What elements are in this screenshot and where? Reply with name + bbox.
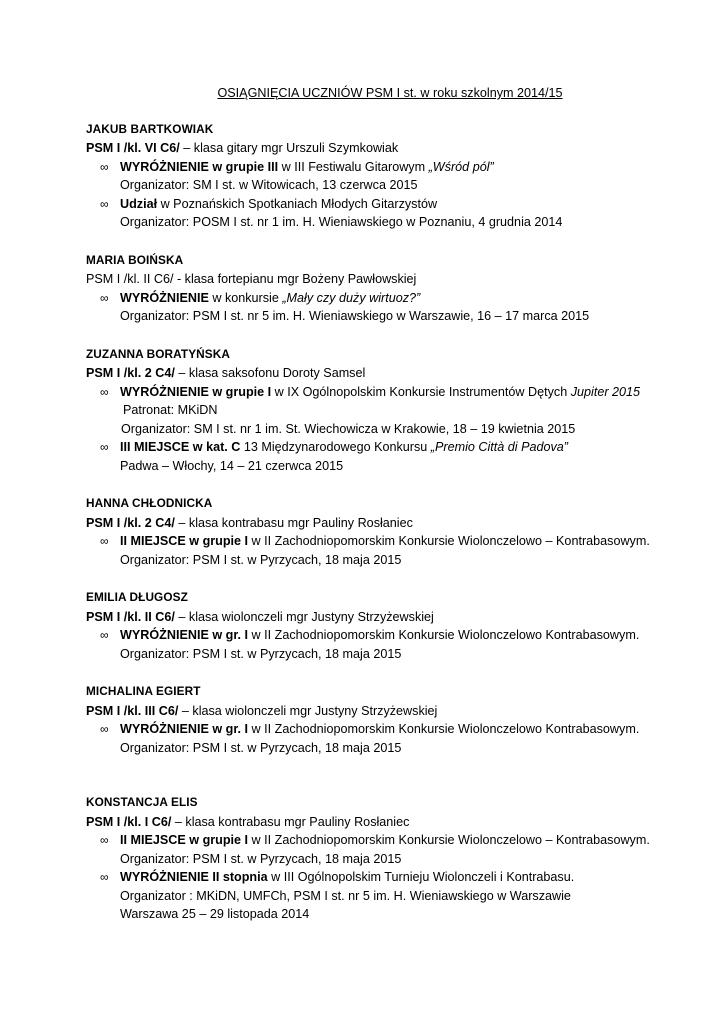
infinity-bullet-icon: ∞ [100, 196, 109, 211]
student-name: HANNA CHŁODNICKA [86, 496, 213, 510]
achievement-item [86, 831, 684, 850]
class-code: PSM I /kl. VI C6/ [86, 141, 180, 155]
infinity-bullet-icon: ∞ [100, 534, 109, 548]
organizer-line: Organizator: POSM I st. nr 1 im. H. Wieniawskiego w Poznaniu, 4 grudnia 2014 [120, 215, 563, 229]
achievement-event: w IX Ogólnopolskim Konkursie Instrumentów Dętych [271, 384, 571, 399]
class-info [86, 139, 684, 158]
student-name: MARIA BOIŃSKA [86, 252, 184, 267]
student-name: MICHALINA EGIERT [86, 684, 201, 698]
achievement-event: w II Zachodniopomorskim Konkursie Wiolonczelowo – Kontrabasowym. [248, 534, 650, 548]
achievement-item [86, 195, 684, 214]
achievement-award: II MIEJSCE w grupie I [120, 534, 249, 548]
infinity-bullet-icon: ∞ [100, 384, 109, 399]
achievement-event: w III Ogólnopolskim Turnieju Wiolonczeli i Kontrabasu. [267, 870, 575, 884]
class-code: PSM I /kl. III C6/ [86, 703, 179, 718]
class-teacher: PSM I /kl. II C6/ - klasa fortepianu mgr Bożeny Pawłowskiej [86, 272, 417, 286]
infinity-bullet-icon: ∞ [100, 722, 109, 736]
infinity-bullet-icon: ∞ [100, 833, 109, 847]
achievement-item [86, 868, 684, 887]
class-code: PSM I /kl. II C6/ [86, 609, 175, 624]
organizer-line: Warszawa 25 – 29 listopada 2014 [120, 907, 310, 921]
class-info [86, 608, 684, 627]
organizer-line: Patronat: MKiDN [123, 403, 218, 417]
achievement-item [86, 720, 684, 739]
class-teacher: – klasa wiolonczeli mgr Justyny Strzyżewskiej [174, 609, 434, 624]
achievement-event: w II Zachodniopomorskim Konkursie Wiolonczelowo Kontrabasowym. [248, 722, 640, 736]
organizer-line: Padwa – Włochy, 14 – 21 czerwca 2015 [120, 458, 344, 473]
achievement-item [86, 383, 684, 402]
student-entry [86, 120, 684, 232]
organizer-line: Organizator: SM I st. w Witowicach, 13 czerwca 2015 [120, 178, 418, 192]
student-entry [86, 251, 684, 326]
infinity-bullet-icon: ∞ [100, 159, 109, 174]
infinity-bullet-icon: ∞ [100, 290, 109, 305]
student-name: ZUZANNA BORATYŃSKA [86, 346, 231, 361]
achievement-award: III MIEJSCE w kat. C [120, 440, 241, 454]
event-title: Jupiter 2015 [570, 384, 641, 399]
achievement-event: w III Festiwalu Gitarowym [278, 159, 429, 174]
infinity-bullet-icon: ∞ [100, 870, 109, 884]
student-name: EMILIA DŁUGOSZ [86, 590, 188, 604]
class-info [86, 702, 684, 721]
event-title: „Wśród pól” [428, 159, 494, 174]
organizer-line: Organizator : MKiDN, UMFCh, PSM I st. nr 5 im. H. Wieniawskiego w Warszawie [120, 888, 571, 903]
infinity-bullet-icon: ∞ [100, 628, 109, 642]
organizer-line: Organizator: PSM I st. w Pyrzycach, 18 maja 2015 [120, 851, 402, 866]
achievement-award: WYRÓŻNIENIE II stopnia [120, 870, 268, 884]
class-teacher: – klasa saksofonu Doroty Samsel [174, 366, 366, 380]
achievement-item [86, 289, 684, 308]
achievement-item [86, 532, 684, 551]
class-info [86, 364, 684, 383]
class-code: PSM I /kl. I C6/ [86, 814, 172, 829]
student-name: JAKUB BARTKOWIAK [86, 121, 214, 136]
achievement-item [86, 438, 684, 457]
achievement-award: WYRÓŻNIENIE w grupie III [120, 159, 279, 174]
student-name: KONSTANCJA ELIS [86, 795, 198, 809]
achievement-award: WYRÓŻNIENIE w gr. I [120, 722, 249, 736]
class-code: PSM I /kl. 2 C4/ [86, 366, 175, 380]
achievement-event: 13 Międzynarodowego Konkursu [240, 440, 431, 454]
achievement-award: II MIEJSCE w grupie I [120, 833, 249, 847]
class-teacher: – klasa wiolonczeli mgr Justyny Strzyżewskiej [178, 703, 438, 718]
achievement-event: w II Zachodniopomorskim Konkursie Wiolonczelowo Kontrabasowym. [248, 628, 640, 642]
achievement-award: WYRÓŻNIENIE [120, 290, 209, 305]
achievement-event: w II Zachodniopomorskim Konkursie Wiolonczelowo – Kontrabasowym. [248, 833, 650, 847]
class-teacher: – klasa kontrabasu mgr Pauliny Rosłaniec [174, 515, 413, 530]
achievement-item [86, 158, 684, 177]
infinity-bullet-icon: ∞ [100, 440, 109, 454]
organizer-line: Organizator: PSM I st. nr 5 im. H. Wieniawskiego w Warszawie, 16 – 17 marca 2015 [120, 309, 590, 323]
student-entry [86, 793, 684, 924]
event-title: „Premio Città di Padova” [430, 440, 568, 454]
organizer-line: Organizator: PSM I st. w Pyrzycach, 18 maja 2015 [120, 740, 402, 755]
student-entry [86, 682, 684, 757]
class-info [86, 514, 684, 533]
students-list [86, 120, 684, 924]
student-entry [86, 588, 684, 663]
student-entry [86, 494, 684, 569]
student-entry [86, 345, 684, 476]
achievement-award: WYRÓŻNIENIE w gr. I [120, 628, 249, 642]
organizer-line: Organizator: SM I st. nr 1 im. St. Wiechowicza w Krakowie, 18 – 19 kwietnia 2015 [121, 421, 576, 436]
class-info [86, 270, 684, 289]
class-code: PSM I /kl. 2 C4/ [86, 515, 175, 530]
page-title: OSIĄGNIĘCIA UCZNIÓW PSM I st. w roku szkolnym 2014/15 [217, 86, 563, 100]
achievement-event: w Poznańskich Spotkaniach Młodych Gitarzystów [157, 196, 438, 211]
achievement-event: w konkursie [208, 290, 283, 305]
event-title: „Mały czy duży wirtuoz?” [282, 290, 421, 305]
class-info [86, 813, 684, 832]
achievement-award: Udział [120, 196, 158, 211]
class-teacher: – klasa gitary mgr Urszuli Szymkowiak [179, 141, 399, 155]
achievement-award: WYRÓŻNIENIE w grupie I [120, 384, 272, 399]
achievement-item [86, 626, 684, 645]
organizer-line: Organizator: PSM I st. w Pyrzycach, 18 maja 2015 [120, 552, 402, 567]
class-teacher: – klasa kontrabasu mgr Pauliny Rosłaniec [171, 814, 410, 829]
organizer-line: Organizator: PSM I st. w Pyrzycach, 18 maja 2015 [120, 646, 402, 661]
